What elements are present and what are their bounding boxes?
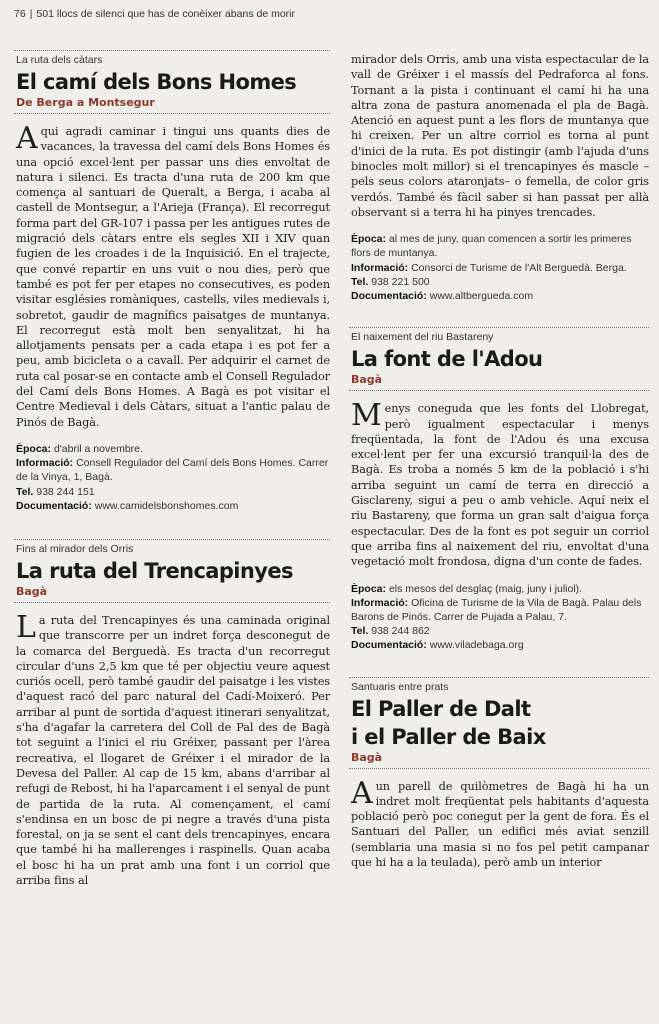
article-info (351, 582, 649, 653)
section-rule (349, 677, 649, 678)
article-body (351, 775, 649, 871)
article-info (16, 442, 330, 513)
article-body-continuation: mirador dels Orris, amb una vista espectacular de la vall de Gréixer i el massís del Pedraforca al fons. Tornant a la pista i continuant el camí hi ha una altra zona de pastura anomenada el pla de Bagà. Atenció en aquest punt a les flors de muntanya que hi creixen. Per un altre corriol es torna al punt d'inici de la ruta. Es pot distingir (amb l'ajuda d'uns binocles molt millor) si el trencapinyes és mascle –pels seus colors ataronjats– o femella, de color gris verdós. També és fàcil saber si han passat per allà observant si a terra hi ha pinyes trencades. (351, 53, 649, 219)
right-column (349, 52, 649, 870)
article-info (351, 232, 649, 303)
info-epoca: d'abril a novembre. (53, 442, 143, 455)
drop-cap: M (351, 398, 382, 434)
info-label: Tel. (351, 625, 369, 638)
title-rule (349, 768, 649, 769)
header-separator: | (29, 8, 33, 20)
info-label: Informació: (16, 457, 74, 470)
info-label: Documentació: (351, 290, 427, 303)
section-rule (14, 50, 330, 51)
article-body-text: qui agradi caminar i tingui uns quants dies de vacances, la travessa del camí dels Bons Homes és una opció excel·lent per passar uns dies envoltat de natura i silenci. Es tracta d'una ruta de 200 km que comença al santuari de Queralt, a Berga, i acaba al castell de Montsegur, a l'Arieja (França). El recorregut forma part del GR-107 i passa per les antigues rutes de migració dels càtars entre els segles XII i XIV quan fugien de les croades i de la Inquisició. En el trajecte, que convé repartir en uns vuit o nou dies, però que també es pot fer per etapes no consecutives, es poden visitar esglésies romàniques, castells, viles medievals i, sobretot, gaudir de magnífics paisatges de muntanya. El recorregut està molt ben senyalitzat, hi ha allotjaments pensats per a cada etapa i es pot fer a peu, amb bicicleta o a cavall. Per adquirir el carnet de ruta cal posar-se en contacte amb el Consell Regulador del Camí dels Bons Homes. A Bagà es pot visitar el Centre Medieval i dels Càtars, situat a l'antic palau de Pinós de Bagà. (16, 125, 330, 429)
info-tel: 938 221 500 (371, 275, 430, 288)
article-body (16, 609, 330, 888)
article-body-text: a ruta del Trencapinyes és una caminada original que transcorre per un indret força desconegut de la comarca del Berguedà. Es tracta d'un recorregut circular d'uns 2,5 km que té per objectiu veure aquest curiós ocell, però també gaudir del paisatge i les vistes d'aquest racó del parc natural del Cadí-Moixeró. Per arribar al punt de sortida d'aquest itinerari senyalitzat, s'ha d'agafar la carretera del Coll de Pal des de Bagà tot seguint a l'inici el riu Gréixer, passant per l'àrea recreativa, el llogaret de Gréixer i el mirador de la Devesa del Paller. Al cap de 15 km, abans d'arribar al refugi de Rebost, hi ha l'aparcament i el senyal de punt de partida de la ruta. Al començament, el camí s'endinsa en un bosc de pi negre a través d'una pista forestal, on ja se sent el cant dels trencapinyes, encara que també hi ha mallerenges i raspinells. Quan acaba el bosc hi ha un prat amb una font i un corriol que arriba fins al (16, 613, 330, 887)
article-kicker: Fins al mirador dels Orris (16, 542, 134, 555)
drop-cap: L (16, 609, 36, 645)
article-location: Bagà (16, 584, 48, 598)
article-title-line-1: El Paller de Dalt (351, 696, 531, 721)
title-rule (349, 390, 649, 391)
info-label: Tel. (351, 275, 369, 288)
article-title: La font de l'Adou (351, 347, 543, 372)
title-rule (14, 602, 330, 603)
info-epoca: al mes de juny, quan comencen a sortir les primeres flors de muntanya. (351, 233, 632, 260)
drop-cap: A (351, 775, 373, 811)
running-header (14, 8, 295, 20)
article-kicker: El naixement del riu Bastareny (351, 331, 494, 344)
article-body (16, 121, 330, 430)
info-tel: 938 244 862 (371, 625, 430, 638)
info-documentacio: www.viladebaga.org (429, 639, 524, 652)
article-location: Bagà (351, 750, 383, 764)
info-documentacio: www.camidelsbonshomes.com (94, 499, 239, 512)
article-location: Bagà (351, 373, 383, 387)
book-title: 501 llocs de silenci que has de conèixer abans de morir (36, 8, 295, 20)
info-informacio: Consell Regulador del Camí dels Bons Homes. Carrer de la Vinya, 1, Bagà. (16, 457, 329, 484)
info-label: Informació: (351, 596, 409, 609)
title-rule (14, 113, 330, 114)
drop-cap: A (16, 121, 38, 156)
info-informacio: Oficina de Turisme de la Vila de Bagà. Palau dels Barons de Pinós. Carrer de Pujada a Palau, 7. (351, 596, 642, 623)
section-rule (349, 327, 649, 328)
info-label: Documentació: (16, 499, 92, 512)
article-kicker: La ruta dels càtars (16, 54, 103, 66)
info-label: Època: (16, 442, 52, 455)
article-kicker: Santuaris entre prats (351, 680, 449, 693)
page-number: 76 (14, 8, 26, 20)
info-informacio: Consorci de Turisme de l'Alt Berguedà. Berga. (411, 261, 627, 274)
info-label: Època: (351, 582, 387, 595)
article-location: De Berga a Montsegur (16, 96, 155, 109)
article-body-text: un parell de quilòmetres de Bagà hi ha un indret molt freqüentat pels habitants d'aquesta població però poc conegut per la gent de fora. És el Santuari del Paller, un edifici més aviat senzill (semblaria una masia si no fos pel petit campanar que hi ha a la teulada), però amb un interior (351, 779, 649, 870)
info-label: Documentació: (351, 639, 427, 652)
info-label: Època: (351, 233, 387, 246)
info-label: Informació: (351, 261, 409, 274)
left-column (14, 50, 330, 888)
section-rule (14, 539, 330, 540)
article-title-line-2: i el Paller de Baix (351, 724, 546, 749)
info-tel: 938 244 151 (36, 485, 95, 498)
article-title: La ruta del Trencapinyes (16, 558, 293, 583)
info-epoca: els mesos del desglaç (maig, juny i juliol). (388, 582, 583, 595)
info-label: Tel. (16, 485, 34, 498)
article-body-text: enys coneguda que les fonts del Llobregat, però igualment espectacular i menys freqüentada, la font de l'Adou és una excusa excel·lent per fer una excursió tranquil·la des de Bagà. Es troba a només 5 km de la població i s'hi arriba seguint un camí de terra en direcció a Gisclareny, sigui a peu o amb vehicle. Aquí neix el riu Bastareny, que forma un gran salt d'aigua força espectacular. Des de la font es pot seguir un corriol que arriba fins al naixement del riu, envoltat d'una vegetació molt frondosa, digna d'un conte de fades. (351, 402, 649, 569)
info-documentacio: www.altbergueda.com (429, 290, 534, 303)
article-title: El camí dels Bons Homes (16, 70, 297, 94)
article-body (351, 398, 649, 569)
